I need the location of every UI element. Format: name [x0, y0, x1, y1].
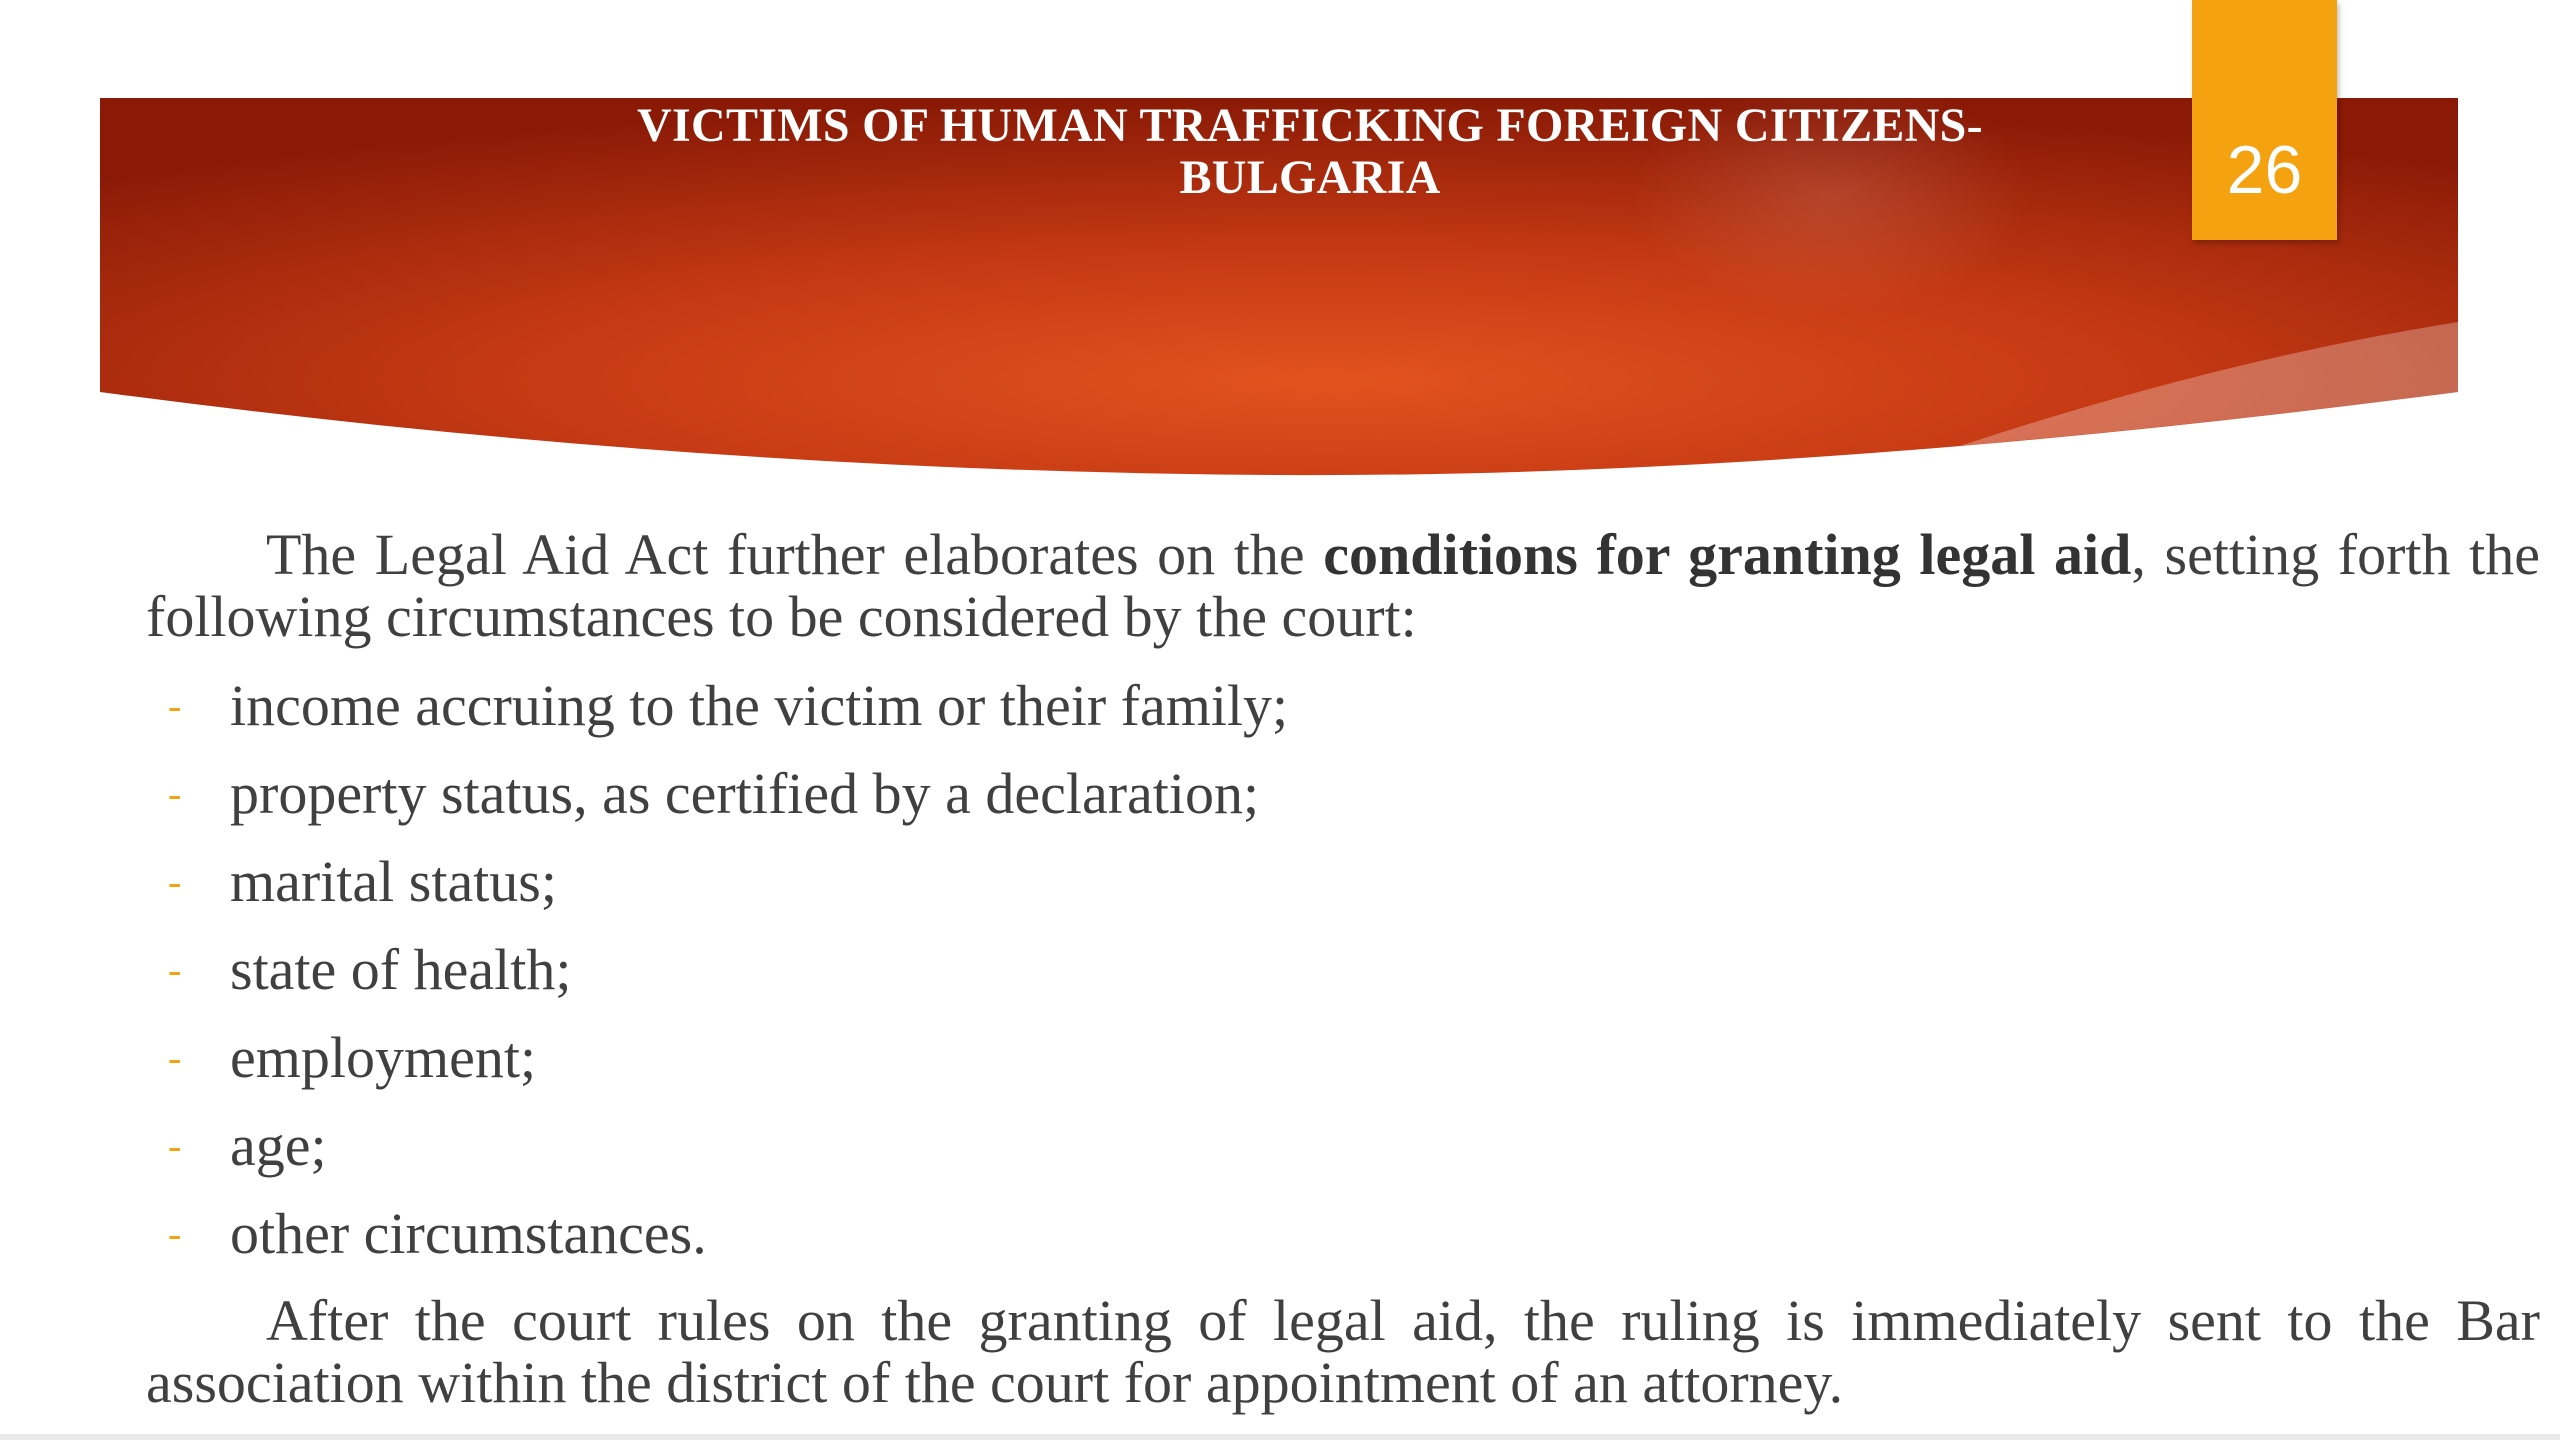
slide-title-line-1: VICTIMS OF HUMAN TRAFFICKING FOREIGN CITIZENS- — [637, 99, 1983, 152]
circumstances-list — [146, 662, 2540, 1278]
bullet-dash-icon: - — [168, 1211, 182, 1256]
list-item-text: state of health; — [230, 937, 572, 1002]
closing-text: After the court rules on the granting of legal aid, the ruling is immediately sent to the Bar association within the district of the court for appointment of an attorney. — [146, 1288, 2540, 1415]
bullet-dash-icon: - — [168, 947, 182, 992]
list-item — [146, 1014, 2540, 1102]
intro-text-start: The Legal Aid Act further elaborates on the — [266, 522, 1324, 587]
list-item-text: age; — [230, 1113, 327, 1178]
intro-text-end: , setting forth the following circumstances to be considered by the court: — [146, 522, 2540, 649]
slide-number: 26 — [2226, 132, 2303, 208]
list-item — [146, 662, 2540, 750]
slide-title — [420, 100, 2200, 204]
intro-text-bold: conditions for granting legal aid — [1323, 522, 2132, 587]
bullet-dash-icon: - — [168, 1035, 182, 1080]
bullet-dash-icon: - — [168, 683, 182, 728]
closing-paragraph — [146, 1290, 2540, 1414]
slide-title-line-2: BULGARIA — [1179, 151, 1441, 204]
list-item — [146, 926, 2540, 1014]
list-item — [146, 838, 2540, 926]
intro-text — [146, 524, 2540, 648]
list-item-text: marital status; — [230, 849, 557, 914]
list-item — [146, 1190, 2540, 1278]
header-banner — [0, 0, 2560, 500]
bullet-dash-icon: - — [168, 1123, 182, 1168]
list-item — [146, 1102, 2540, 1190]
bullet-dash-icon: - — [168, 771, 182, 816]
bottom-divider — [0, 1434, 2560, 1440]
list-item-text: property status, as certified by a declaration; — [230, 761, 1260, 826]
bullet-dash-icon: - — [168, 859, 182, 904]
list-item-text: employment; — [230, 1025, 537, 1090]
intro-paragraph — [146, 524, 2540, 648]
slide-number-badge — [2192, 0, 2337, 240]
list-item-text: income accruing to the victim or their family; — [230, 673, 1289, 738]
list-item — [146, 750, 2540, 838]
list-item-text: other circumstances. — [230, 1201, 707, 1266]
